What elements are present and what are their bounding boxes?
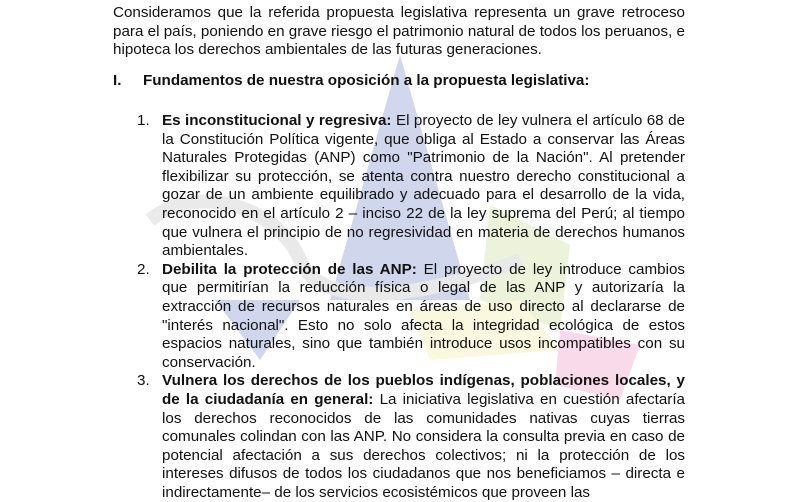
- list-item: [137, 372, 685, 502]
- section-heading: [113, 72, 713, 91]
- section-title: Fundamentos de nuestra oposición a la propuesta legislativa:: [143, 72, 590, 89]
- section-number: I.: [113, 72, 122, 89]
- list-item-number: 3.: [137, 372, 150, 390]
- list-item-text: El proyecto de ley vulnera el artículo 68 de la Constitución Política vigente, que obliga al Estado a conservar las Áreas Naturales Protegidas (ANP) como "Patrimonio de la Nación". Al pretender flexibilizar su protección, se atenta contra nuestro derecho constitucional a gozar de un ambiente equilibrado y adecuado para el desarrollo de la vida, reconocido en el artículo 2 – inciso 22 de la ley suprema del Perú; al tiempo que vulnera el principio de no regresividad en materia de derechos humanos ambientales.: [162, 112, 685, 260]
- list-item-lead: Es inconstitucional y regresiva:: [162, 112, 392, 129]
- list-item-number: 1.: [137, 112, 150, 129]
- list-item-lead: Vulnera los derechos de los pueblos indígenas, poblaciones locales, y de la ciudadanía en general:: [162, 372, 685, 408]
- intro-paragraph: Consideramos que la referida propuesta legislativa representa un grave retroceso para el país, poniendo en grave riesgo el patrimonio natural de todos los peruanos, e hipoteca los derechos ambientales de las futuras generaciones.: [113, 4, 685, 59]
- list-item-text: El proyecto de ley introduce cambios que permitirían la reducción física o legal de las ANP y autorizaría la extracción de recursos naturales en áreas de uso directo al declararse de "interés nacional". Esto no solo afecta la integridad ecológica de estos espacios naturales, sino que también introduce usos incompatibles con su conservación.: [162, 260, 685, 371]
- list-item-text: La iniciativa legislativa en cuestión afectaría los derechos reconocidos de las comunidades nativas cuyas tierras comunales colindan con las ANP. No considera la consulta previa en caso de potencial afectación a sus derechos colectivos; ni la protección de los intereses difusos de todos los ciudadanos que nos beneficiamos – directa e indirectamente– de los servicios ecosistémicos que proveen las: [162, 390, 685, 501]
- argument-list: [137, 112, 685, 502]
- list-item: [137, 261, 685, 373]
- list-item-number: 2.: [137, 260, 150, 278]
- list-item: [137, 112, 685, 261]
- list-item-lead: Debilita la protección de las ANP:: [162, 260, 417, 278]
